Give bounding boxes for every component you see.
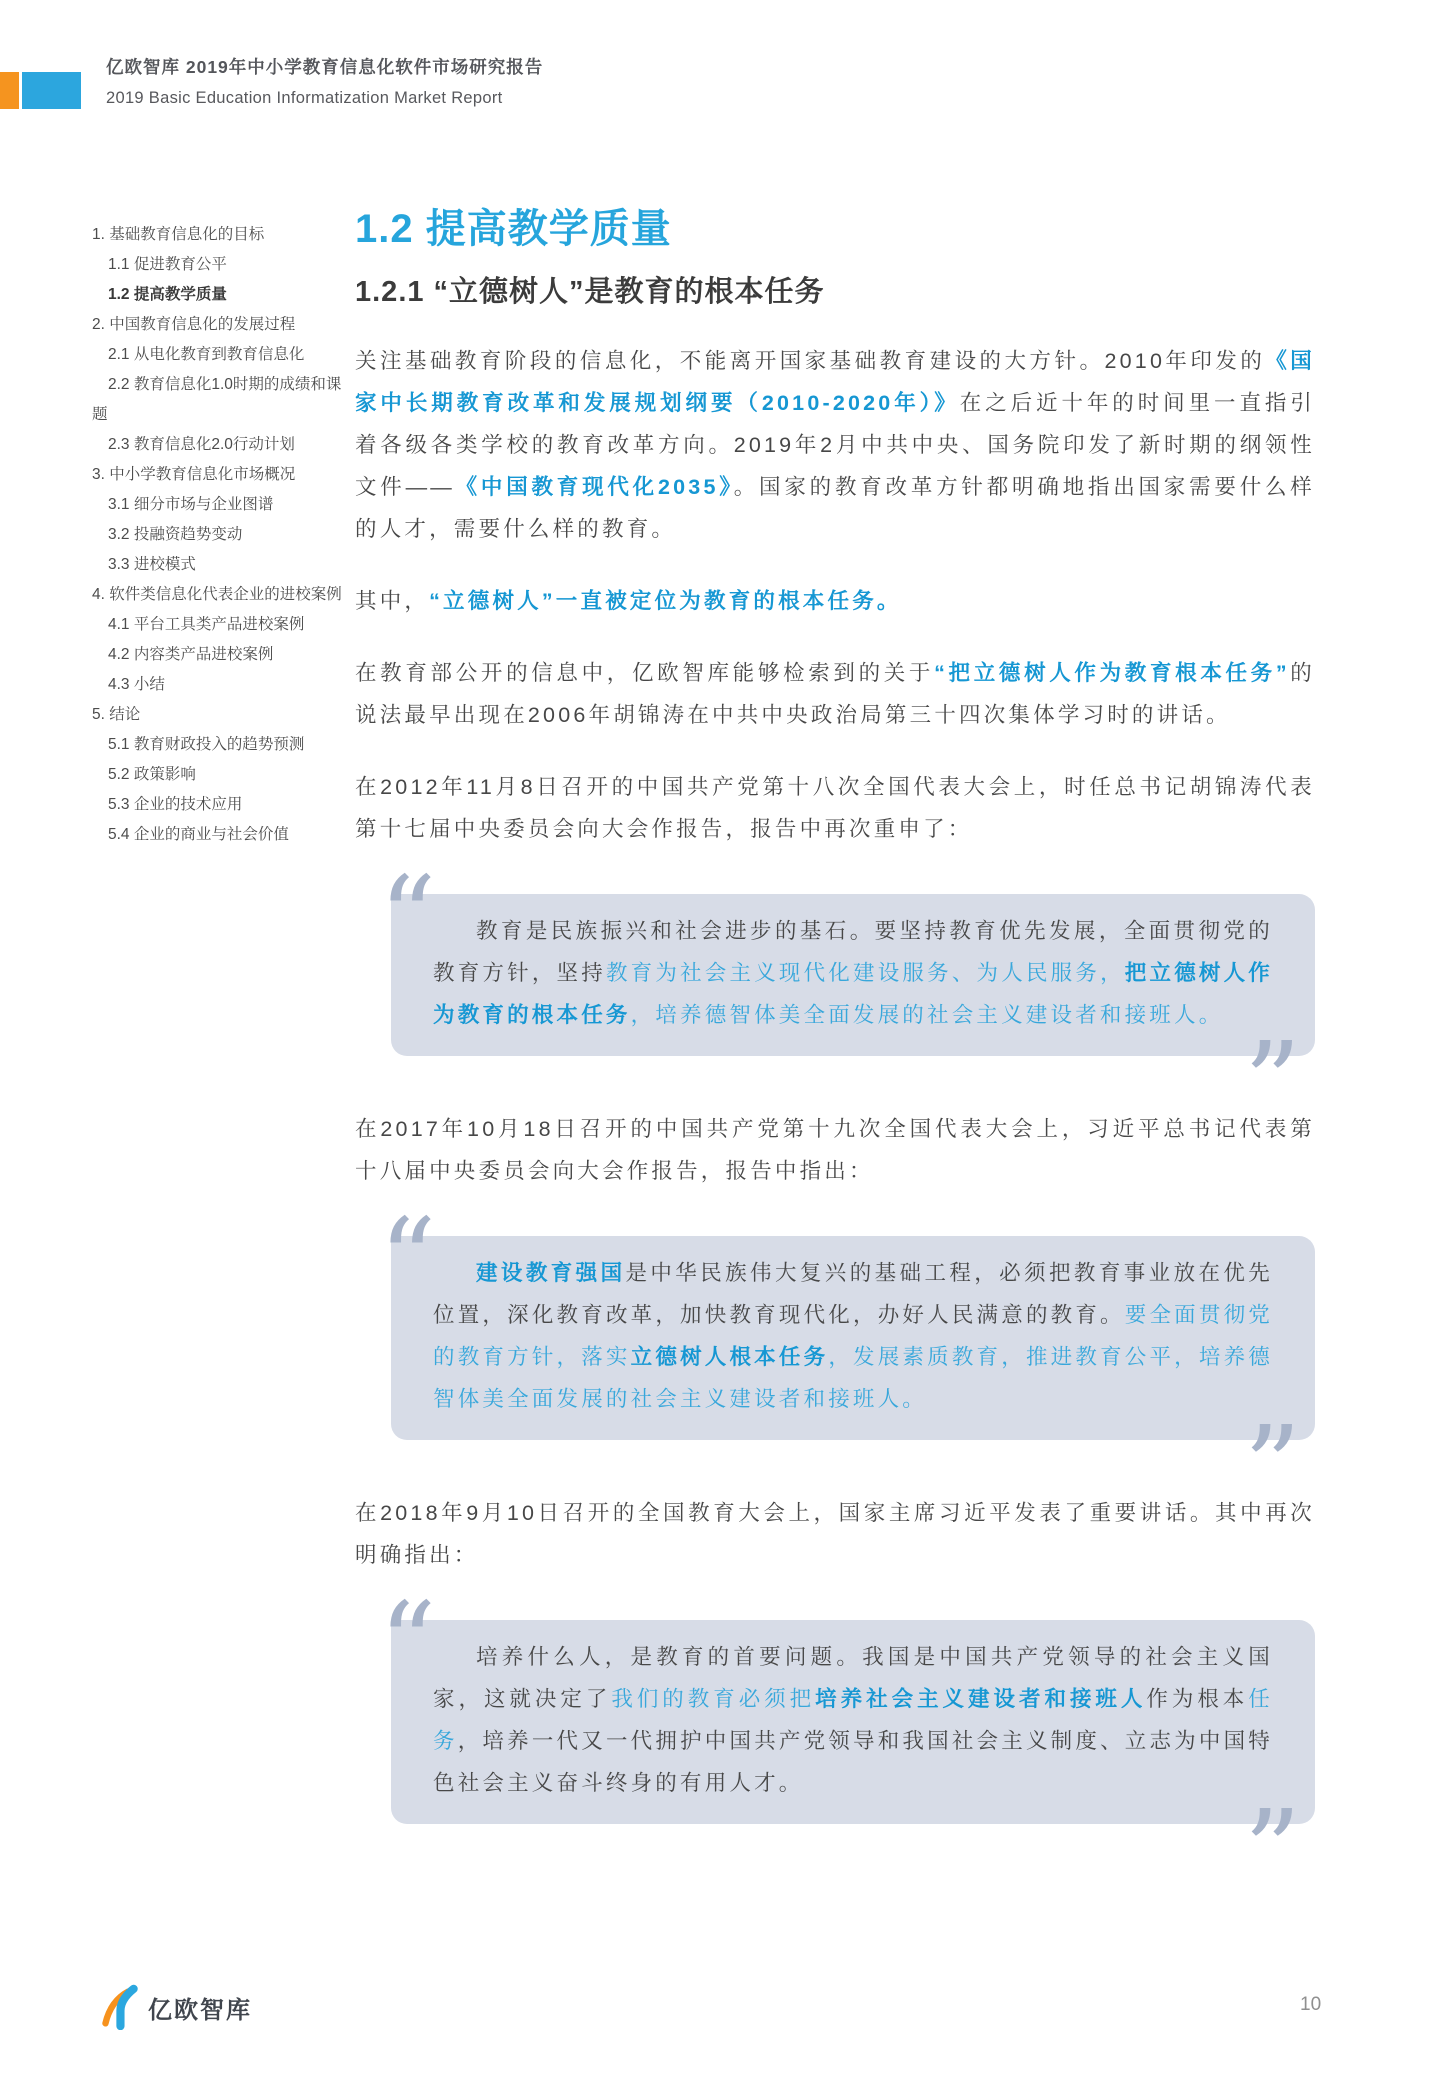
paragraph-intro [355, 340, 1315, 550]
footer-logo [100, 1984, 252, 2030]
close-quote-icon: ” [1243, 1018, 1301, 1149]
toc-item: 5.4 企业的商业与社会价值 [108, 826, 289, 843]
close-quote-icon: ” [1243, 1786, 1301, 1917]
quote-block-2018 [379, 1578, 1315, 1917]
text-run: 把立德树人作为教育的根本任务 [433, 960, 1274, 1027]
paragraph-emphasis [355, 580, 1315, 622]
toc-item: 4.2 内容类产品进校案例 [108, 646, 274, 663]
text-run: 关注基础教育阶段的信息化，不能离开国家基础教育建设的大方针。2010年印发的 [355, 348, 1266, 373]
text-run: 培养社会主义建设者和接班人 [815, 1686, 1147, 1711]
toc-item: 1. 基础教育信息化的目标 [92, 226, 265, 243]
text-run: 在2012年11月8日召开的中国共产党第十八次全国代表大会上，时任总书记胡锦涛代表第十七届中央委员会向大会作报告，报告中再次重申了： [355, 774, 1315, 841]
toc-sidebar [92, 220, 342, 850]
header-orange-mark [0, 72, 19, 109]
open-quote-icon: “ [379, 1194, 437, 1325]
text-run: 。国家的教育改革方针都明确地指出国家需要什么样的人才，需要什么样的教育。 [355, 474, 1315, 541]
text-run: 在之后近十年的时间里一直指引着各级各类学校的教育改革方向。2019年2月中共中央、国务院印发了新时期的纲领性文件—— [355, 390, 1315, 499]
close-quote-icon: ” [1243, 1402, 1301, 1533]
text-run: 作为根本 [1146, 1686, 1249, 1711]
text-run: 任务 [433, 1686, 1273, 1753]
toc-item: 2.1 从电化教育到教育信息化 [108, 346, 305, 363]
text-run: ，培养一代又一代拥护中国共产党领导和我国社会主义制度、立志为中国特色社会主义奋斗终身的有用人才。 [433, 1728, 1274, 1795]
paragraph-2017-congress [355, 1108, 1315, 1192]
toc-item: 1.2 提高教学质量 [108, 286, 227, 303]
text-run: “立德树人”一直被定位为教育的根本任务。 [429, 588, 902, 613]
toc-item: 5.3 企业的技术应用 [108, 796, 243, 813]
quote-block-2017 [379, 1194, 1315, 1533]
toc-item: 2. 中国教育信息化的发展过程 [92, 316, 296, 333]
open-quote-icon: “ [379, 852, 437, 983]
subsection-title: 1.2.1 “立德树人”是教育的根本任务 [355, 276, 825, 308]
text-run: 立德树人根本任务 [630, 1344, 829, 1369]
paragraph-2018-conference [355, 1492, 1315, 1576]
text-run: 《中国教育现代化2035》 [455, 474, 734, 499]
text-run: 在2017年10月18日召开的中国共产党第十九次全国代表大会上，习近平总书记代表第十八届中央委员会向大会作报告，报告中指出： [355, 1116, 1315, 1183]
text-run: ，培养德智体美全面发展的社会主义建设者和接班人。 [630, 1002, 1224, 1027]
toc-item: 4.3 小结 [108, 676, 165, 693]
text-run: 在2018年9月10日召开的全国教育大会上，国家主席习近平发表了重要讲话。其中再次明确指出： [355, 1500, 1315, 1567]
toc-item: 3.2 投融资趋势变动 [108, 526, 243, 543]
header-blue-mark [22, 72, 81, 109]
text-run: 是中华民族伟大复兴的基础工程，必须把教育事业放在优先位置，深化教育改革，加快教育现代化，办好人民满意的教育。 [433, 1260, 1274, 1327]
main-content [355, 205, 1315, 1917]
toc-item: 1.1 促进教育公平 [108, 256, 227, 273]
toc-item: 3.1 细分市场与企业图谱 [108, 496, 274, 513]
toc-item: 2.2 教育信息化1.0时期的成绩和课题 [92, 376, 342, 423]
text-run: 培养什么人，是教育的首要问题。我国是中国共产党领导的社会主义国家，这就决定了 [433, 1644, 1273, 1711]
toc-item: 3. 中小学教育信息化市场概况 [92, 466, 296, 483]
text-run: 我们的教育必须把 [611, 1686, 816, 1711]
text-run: 《国家中长期教育改革和发展规划纲要（2010-2020年）》 [355, 348, 1315, 415]
text-run: 的说法最早出现在2006年胡锦涛在中共中央政治局第三十四次集体学习时的讲话。 [355, 660, 1315, 727]
quote-text-2012 [433, 910, 1273, 1036]
section-title: 1.2 提高教学质量 [355, 207, 672, 251]
toc-item: 4.1 平台工具类产品进校案例 [108, 616, 305, 633]
text-run: 其中， [355, 588, 430, 613]
eo-logo-icon [100, 1984, 140, 2030]
footer-logo-text: 亿欧智库 [148, 1996, 252, 2024]
toc-item: 3.3 进校模式 [108, 556, 196, 573]
quote-text-2018 [433, 1636, 1273, 1804]
text-run: 建设教育强国 [476, 1260, 626, 1285]
toc-item: 2.3 教育信息化2.0行动计划 [108, 436, 295, 453]
paragraph-moe-info [355, 652, 1315, 736]
report-title-en: 2019 Basic Education Informatization Market Report [106, 89, 503, 107]
toc-item: 4. 软件类信息化代表企业的进校案例 [92, 586, 342, 603]
quote-block-2012 [379, 852, 1315, 1149]
report-header [106, 54, 543, 108]
toc-item: 5. 结论 [92, 706, 141, 723]
report-title-cn: 亿欧智库 2019年中小学教育信息化软件市场研究报告 [106, 57, 544, 77]
text-run: ，发展素质教育，推进教育公平，培养德智体美全面发展的社会主义建设者和接班人。 [433, 1344, 1274, 1411]
paragraph-2012-congress [355, 766, 1315, 850]
text-run: 要全面贯彻党的教育方针，落实 [433, 1302, 1273, 1369]
text-run: 教育是民族振兴和社会进步的基石。要坚持教育优先发展，全面贯彻党的教育方针，坚持 [433, 918, 1273, 985]
text-run: 在教育部公开的信息中，亿欧智库能够检索到的关于 [355, 660, 935, 685]
open-quote-icon: “ [379, 1578, 437, 1709]
page-number: 10 [1300, 1994, 1322, 2015]
toc-item: 5.1 教育财政投入的趋势预测 [108, 736, 305, 753]
toc-item: 5.2 政策影响 [108, 766, 196, 783]
text-run: “把立德树人作为教育根本任务” [934, 660, 1290, 685]
text-run: 教育为社会主义现代化建设服务、为人民服务， [605, 960, 1125, 985]
quote-text-2017 [433, 1252, 1273, 1420]
